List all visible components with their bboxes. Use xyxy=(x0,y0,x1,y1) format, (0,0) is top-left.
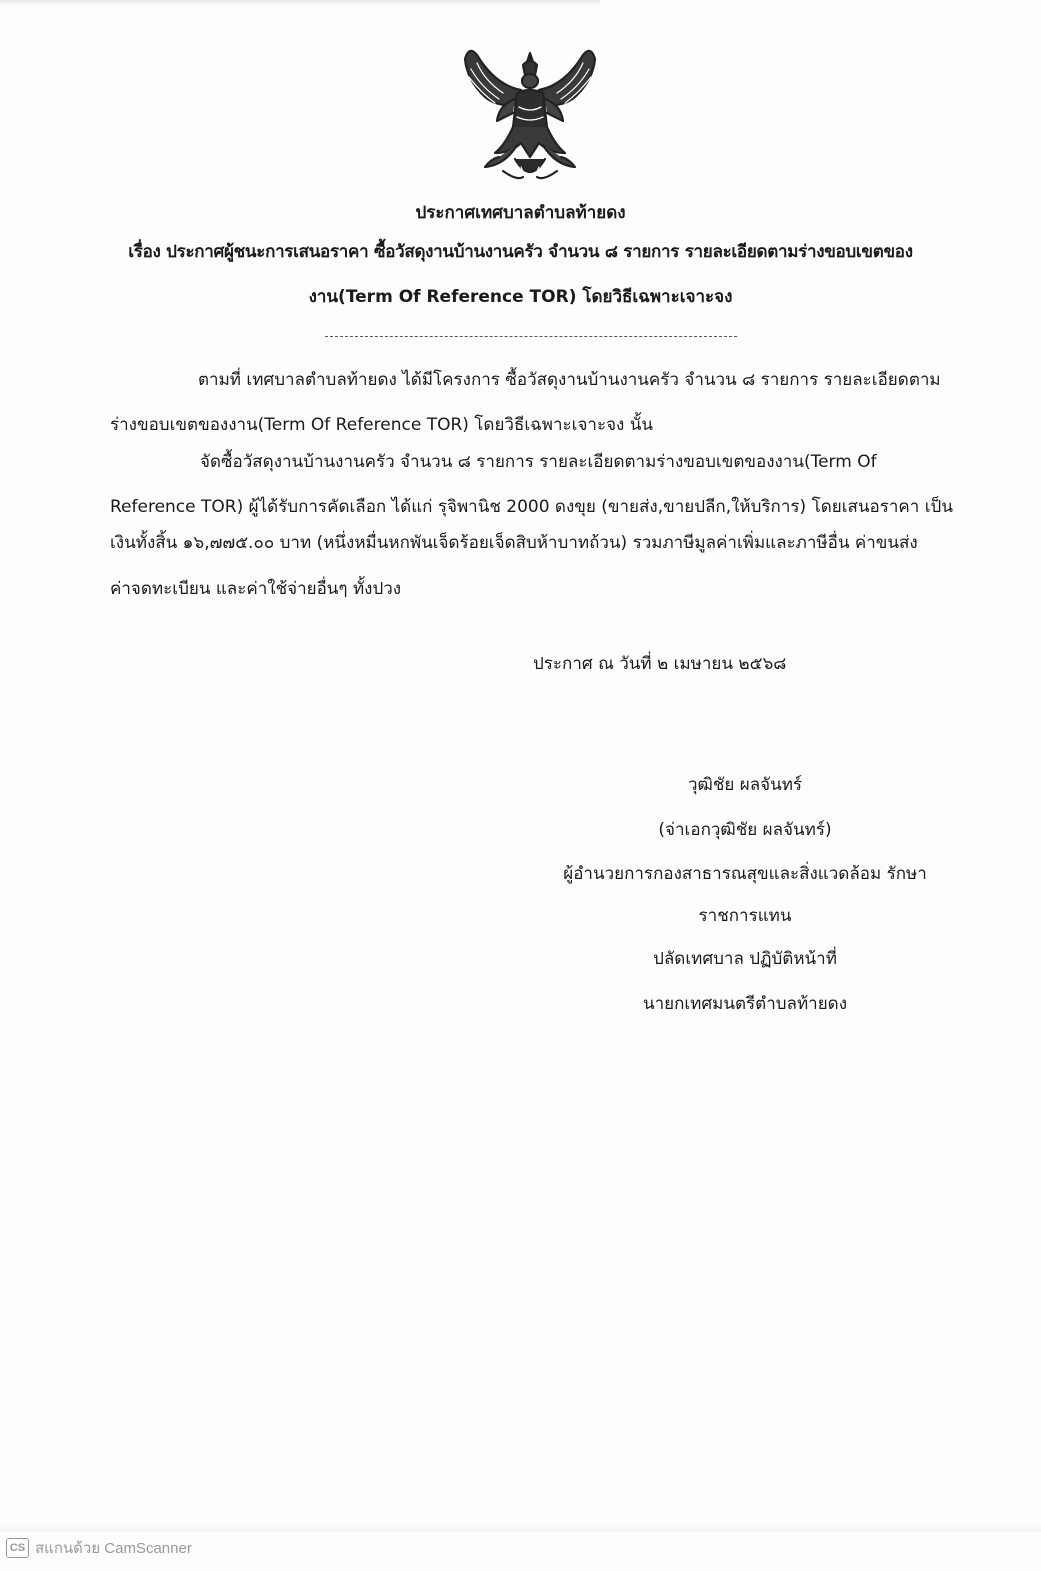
body-line-5: เงินทั้งสิ้น ๑๖,๗๗๕.๐๐ บาท (หนึ่งหมื่นหกพันเจ็ดร้อยเจ็ดสิบห้าบาทถ้วน) รวมภาษีมูลค่าเพิ่มและภาษีอื่น ค่าขนส่ง xyxy=(110,533,918,553)
garuda-emblem-icon xyxy=(455,35,605,195)
body-line-3: จัดซื้อวัสดุงานบ้านงานครัว จำนวน ๘ รายการ รายละเอียดตามร่างขอบเขตของงาน(Term Of xyxy=(200,452,877,472)
scan-edge-bottom xyxy=(0,1522,1041,1532)
dashed-divider xyxy=(325,336,737,337)
body-line-2: ร่างขอบเขตของงาน(Term Of Reference TOR) โดยวิธีเฉพาะเจาะจง นั้น xyxy=(110,415,653,435)
camscanner-watermark xyxy=(6,1538,192,1558)
signer-position-line-2: ราชการแทน xyxy=(698,906,792,926)
watermark-text: สแกนด้วย CamScanner xyxy=(35,1540,192,1557)
camscanner-logo-icon: CS xyxy=(6,1538,29,1558)
announcement-title: ประกาศเทศบาลตำบลท้ายดง xyxy=(415,203,626,223)
body-line-4: Reference TOR) ผู้ได้รับการคัดเลือก ได้แก่ รุจิพานิช 2000 ดงขุย (ขายส่ง,ขายปลีก,ให้บริการ) โดยเสนอราคา เป็น xyxy=(110,497,953,517)
announcement-date: ประกาศ ณ วันที่ ๒ เมษายน ๒๕๖๘ xyxy=(533,654,787,674)
signer-position-line-1: ผู้อำนวยการกองสาธารณสุขและสิ่งแวดล้อม รักษา xyxy=(563,864,927,884)
body-line-6: ค่าจดทะเบียน และค่าใช้จ่ายอื่นๆ ทั้งปวง xyxy=(110,579,402,599)
body-line-1: ตามที่ เทศบาลตำบลท้ายดง ได้มีโครงการ ซื้อวัสดุงานบ้านงานครัว จำนวน ๘ รายการ รายละเอียดตาม xyxy=(198,370,941,390)
signature-name: วุฒิชัย ผลจันทร์ xyxy=(687,775,803,795)
signer-position-line-3: ปลัดเทศบาล ปฏิบัติหน้าที่ xyxy=(653,949,837,969)
signer-printed-name: (จ่าเอกวุฒิชัย ผลจันทร์) xyxy=(658,820,832,840)
signer-position-line-4: นายกเทศมนตรีตำบลท้ายดง xyxy=(642,994,848,1014)
subject-line-1: เรื่อง ประกาศผู้ชนะการเสนอราคา ซื้อวัสดุงานบ้านงานครัว จำนวน ๘ รายการ รายละเอียดตามร่างขอบเขตของ xyxy=(128,242,913,262)
subject-line-2: งาน(Term Of Reference TOR) โดยวิธีเฉพาะเจาะจง xyxy=(308,287,733,307)
scan-edge-top xyxy=(0,0,600,6)
